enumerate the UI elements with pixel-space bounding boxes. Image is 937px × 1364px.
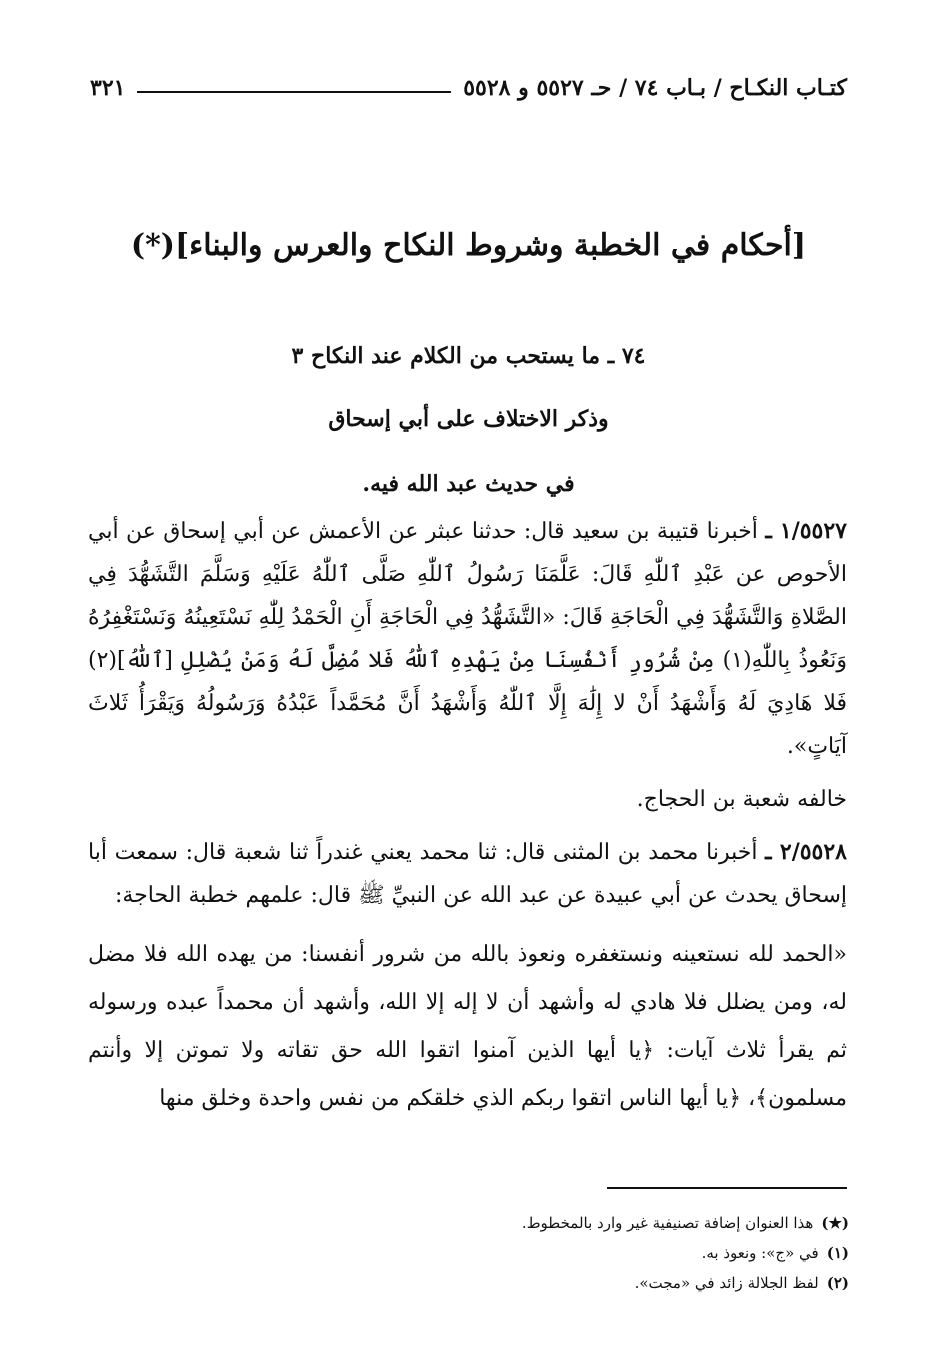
footnote-text: في «ج»: ونعوذ به.: [701, 1244, 819, 1262]
running-head: [90, 68, 847, 108]
footnote: [90, 1208, 849, 1238]
footnote-mark: (٢): [826, 1274, 849, 1292]
footnote-text: لفظ الجلالة زائد في «مجت».: [634, 1274, 819, 1292]
chapter-subtitle-continued: في حديث عبد الله فيه.: [362, 471, 575, 497]
narrator-note: خالفه شعبة بن الحجاج.: [636, 787, 847, 812]
body-text: [88, 510, 847, 1123]
running-head-title: كتـاب النكـاح / بـاب ٧٤ / حـ ٥٥٢٧ و ٥٥٢٨: [463, 75, 847, 101]
footnote: [90, 1238, 849, 1268]
chapter-subtitle: وذكر الاختلاف على أبي إسحاق: [328, 406, 609, 432]
footnote-mark: (١): [826, 1244, 849, 1262]
sermon-text: «الحمد لله نستعينه ونستغفره ونعوذ بالله من شرور أنفسنا: من يهده الله فلا مضل له، ومن يضلل فلا هادي له وأشهد أن لا إله إلا الله، وأشهد أن محمداً عبده ورسوله ثم يقرأ ثلاث آيات: ﴿يا أيها الذين آمنوا اتقوا الله حق تقاته ولا تموتن إلا وأنتم مسلمون﴾، ﴿يا أيها الناس اتقوا ربكم الذي خلقكم من نفس واحدة وخلق منها: [88, 942, 847, 1111]
section-heading: [أحكام في الخطبة وشروط النكاح والعرس والبناء](*): [130, 228, 807, 263]
chapter-title: ٧٤ ـ ما يستحب من الكلام عند النكاح ٣: [291, 343, 646, 369]
hadith-number: ٢/٥٥٢٨ ـ: [765, 839, 847, 865]
hadith-entry: [88, 831, 847, 917]
running-head-rule: [137, 91, 451, 93]
footnote-text: هذا العنوان إضافة تصنيفية غير وارد بالمخطوط.: [521, 1214, 814, 1232]
footnote-mark: (★): [821, 1214, 849, 1232]
hadith-entry: [88, 510, 847, 768]
footnotes: [90, 1208, 849, 1298]
hadith-text: أخبرنا قتيبة بن سعيد قال: حدثنا عبثر عن الأعمش عن أبي إسحاق عن أبي الأحوص عن عَبْدِ ٱللّٰهِ قَالَ: عَلَّمَنَا رَسُولُ ٱللّٰهِ صَلَّى ٱللّٰهُ عَلَيْهِ وَسَلَّمَ التَّشَهُّدَ فِي الصَّلاةِ وَالتَّشَهُّدَ فِي الْحَاجَةِ قَالَ: «التَّشَهُّدُ فِي الْحَاجَةِ أَنِ الْحَمْدُ لِلّٰهِ نَسْتَعِينُهُ وَنَسْتَغْفِرُهُ وَنَعُوذُ بِاللّٰهِ(١) مِنْ شُرُورِ أَنْفُسِنَا مِنْ يَهْدِهِ ٱللّٰهُ فَلا مُضِلَّ لَهُ وَمَنْ يُضْلِلِ [ٱللّٰهُ](٢) فَلا هَادِيَ لَهُ وَأَشْهَدُ أَنْ لا إِلَٰهَ إِلَّا ٱللّٰهُ وَأَشْهَدُ أَنَّ مُحَمَّداً عَبْدُهُ وَرَسُولُهُ وَيَقْرَأُ ثَلاثَ آيَاتٍ».: [88, 519, 847, 759]
page-number: ٣٢١: [90, 75, 126, 101]
footnote-separator: [607, 1187, 847, 1189]
hadith-text: أخبرنا محمد بن المثنى قال: ثنا محمد يعني غندراً ثنا شعبة قال: سمعت أبا إسحاق يحدث عن أبي عبيدة عن عبد الله عن النبيِّ ﷺ قال: علمهم خطبة الحاجة:: [88, 840, 847, 908]
footnote: [90, 1268, 849, 1298]
hadith-number: ١/٥٥٢٧ ـ: [765, 518, 847, 544]
